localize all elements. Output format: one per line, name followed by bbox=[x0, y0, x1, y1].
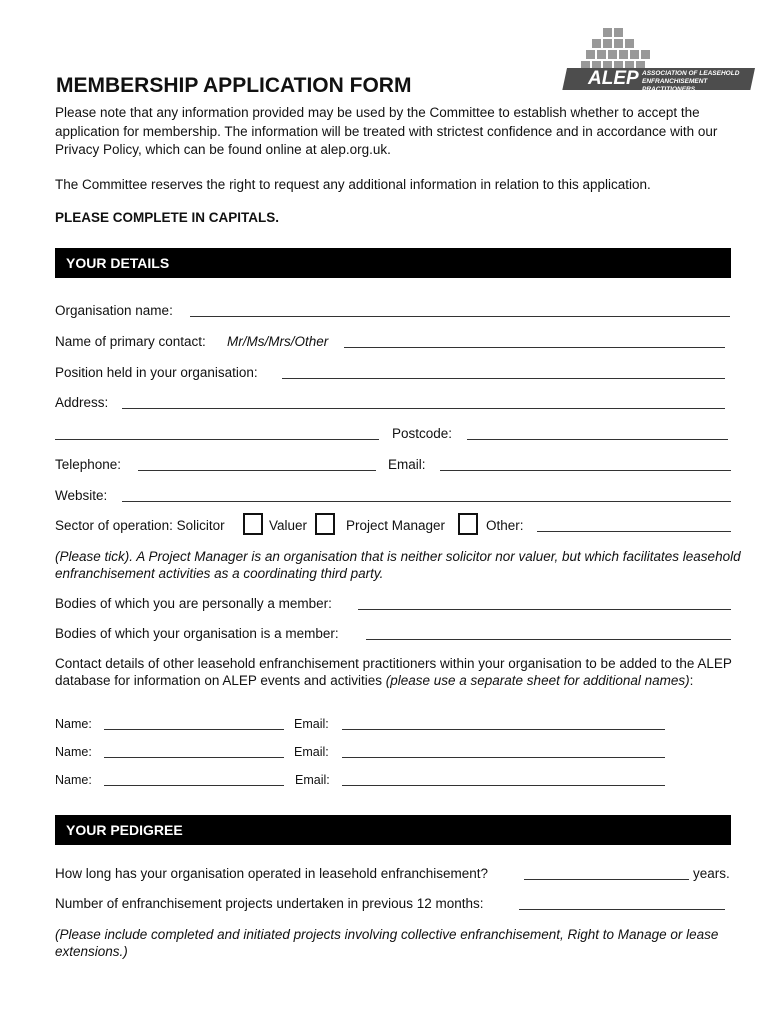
website-field[interactable] bbox=[122, 501, 731, 502]
projects-label: Number of enfranchisement projects undertaken in previous 12 months: bbox=[55, 896, 484, 911]
position-field[interactable] bbox=[282, 378, 725, 379]
contact-3-name-field[interactable] bbox=[104, 785, 284, 786]
telephone-label: Telephone: bbox=[55, 457, 122, 472]
bodies-personal-field[interactable] bbox=[358, 609, 731, 610]
contact-2-email-field[interactable] bbox=[342, 757, 665, 758]
contacts-intro-italic: (please use a separate sheet for additional names) bbox=[385, 673, 690, 688]
contacts-intro-text: Contact details of other leasehold enfranchisement practitioners within your organisation to be added to the ALEP database for information on ALEP events and activities bbox=[55, 656, 732, 688]
contact-3-name-label: Name: bbox=[55, 773, 92, 787]
postcode-label: Postcode: bbox=[392, 426, 453, 441]
email-label: Email: bbox=[388, 457, 426, 472]
project-manager-label: Project Manager bbox=[346, 518, 446, 533]
contact-1-name-label: Name: bbox=[55, 717, 92, 731]
postcode-field[interactable] bbox=[467, 439, 728, 440]
section-heading-your-pedigree: YOUR PEDIGREE bbox=[55, 815, 731, 845]
sector-label: Sector of operation: Solicitor bbox=[55, 518, 225, 533]
project-manager-checkbox[interactable] bbox=[458, 513, 478, 535]
bodies-org-label: Bodies of which your organisation is a member: bbox=[55, 626, 339, 641]
bodies-org-field[interactable] bbox=[366, 639, 731, 640]
contact-2-name-label: Name: bbox=[55, 745, 92, 759]
organisation-name-label: Organisation name: bbox=[55, 303, 173, 318]
address-label: Address: bbox=[55, 395, 109, 410]
tick-note: (Please tick). A Project Manager is an organisation that is neither solicitor nor valuer, but which facilitates leasehold enfranchisement activities as a coordinating third party. bbox=[55, 549, 741, 581]
how-long-field[interactable] bbox=[524, 879, 689, 880]
contacts-intro-end: : bbox=[689, 673, 694, 688]
logo-name: ASSOCIATION OF LEASEHOLD ENFRANCHISEMENT PRACTITIONERS bbox=[642, 70, 740, 93]
contact-1-email-field[interactable] bbox=[342, 729, 665, 730]
contact-2-name-field[interactable] bbox=[104, 757, 284, 758]
contact-1-email-label: Email: bbox=[294, 717, 329, 731]
telephone-field[interactable] bbox=[138, 470, 376, 471]
pedigree-note: (Please include completed and initiated projects involving collective enfranchisement, Right to Manage or lease extensions.) bbox=[55, 927, 719, 959]
contacts-intro bbox=[55, 655, 745, 689]
primary-contact-label: Name of primary contact: bbox=[55, 334, 206, 349]
other-field[interactable] bbox=[537, 531, 731, 532]
logo-abbr: ALEP bbox=[588, 68, 639, 89]
capitals-instruction: PLEASE COMPLETE IN CAPITALS. bbox=[55, 210, 280, 225]
bodies-personal-label: Bodies of which you are personally a member: bbox=[55, 596, 332, 611]
valuer-checkbox[interactable] bbox=[315, 513, 335, 535]
how-long-label: How long has your organisation operated in leasehold enfranchisement? bbox=[55, 866, 489, 881]
section-heading-your-details: YOUR DETAILS bbox=[55, 248, 731, 278]
email-field[interactable] bbox=[440, 470, 731, 471]
solicitor-checkbox[interactable] bbox=[243, 513, 263, 535]
address-field-line-1[interactable] bbox=[122, 408, 725, 409]
years-label: years. bbox=[693, 866, 730, 881]
valuer-label: Valuer bbox=[269, 518, 308, 533]
website-label: Website: bbox=[55, 488, 108, 503]
projects-field[interactable] bbox=[519, 909, 725, 910]
intro-paragraph: Please note that any information provided may be used by the Committee to establish whether to accept the application for membership. The information will be treated with strictest confidence and in accordance with our Privacy Policy, which can be found online at alep.org.uk. bbox=[55, 105, 718, 157]
other-label: Other: bbox=[486, 518, 524, 533]
contact-3-email-label: Email: bbox=[295, 773, 330, 787]
contact-1-name-field[interactable] bbox=[104, 729, 284, 730]
contact-2-email-label: Email: bbox=[294, 745, 329, 759]
primary-contact-titles: Mr/Ms/Mrs/Other bbox=[227, 334, 329, 349]
position-label: Position held in your organisation: bbox=[55, 365, 258, 380]
committee-note: The Committee reserves the right to request any additional information in relation to this application. bbox=[55, 177, 651, 192]
contact-3-email-field[interactable] bbox=[342, 785, 665, 786]
address-field-line-2[interactable] bbox=[55, 439, 379, 440]
organisation-name-field[interactable] bbox=[190, 316, 730, 317]
primary-contact-field[interactable] bbox=[344, 347, 725, 348]
page-title: MEMBERSHIP APPLICATION FORM bbox=[56, 74, 412, 97]
